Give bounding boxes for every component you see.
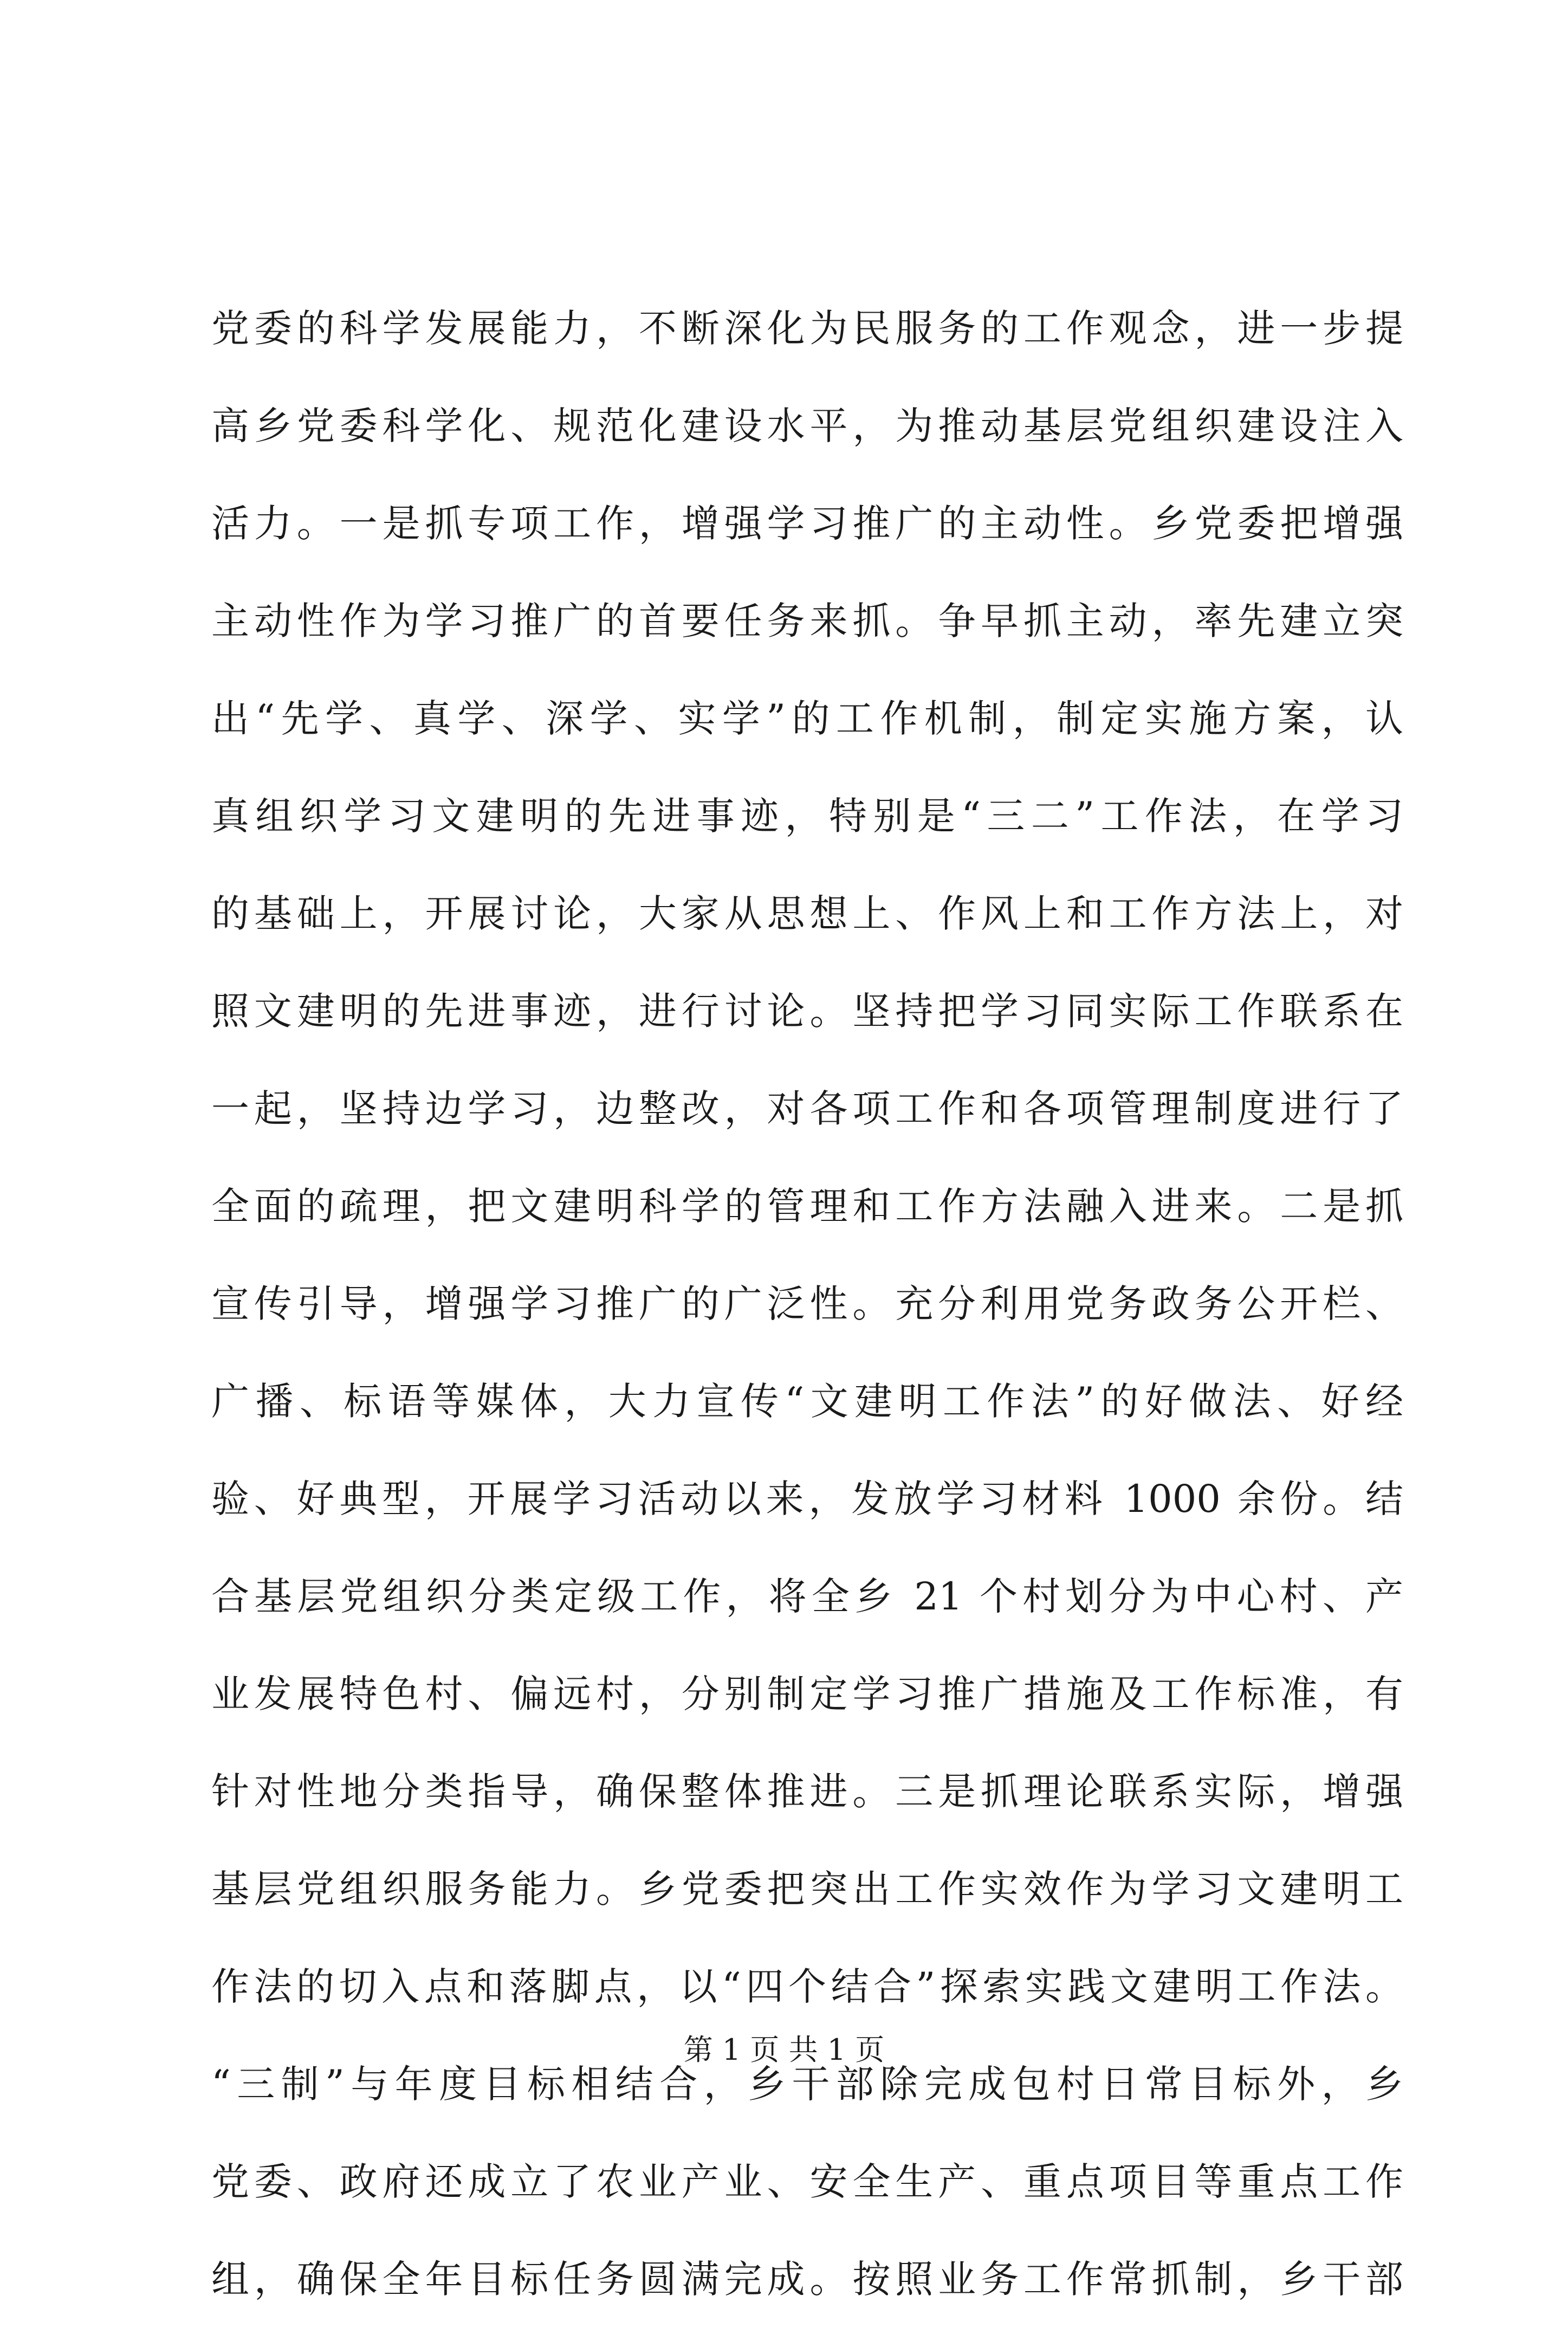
text-line: 活力。一是抓专项工作，增强学习推广的主动性。乡党委把增强 [211, 501, 1403, 546]
page-footer: 第 1 页 共 1 页 [683, 2033, 885, 2067]
text-line: 党委的科学发展能力，不断深化为民服务的工作观念，进一步提 [211, 306, 1403, 351]
text-line: 业发展特色村、偏远村，分别制定学习推广措施及工作标准，有 [211, 1672, 1403, 1716]
text-line: 主动性作为学习推广的首要任务来抓。争早抓主动，率先建立突 [211, 599, 1403, 643]
text-line: 照文建明的先进事迹，进行讨论。坚持把学习同实际工作联系在 [211, 989, 1403, 1033]
text-line: 的基础上，开展讨论，大家从思想上、作风上和工作方法上，对 [211, 891, 1403, 936]
text-line: 一起，坚持边学习，边整改，对各项工作和各项管理制度进行了 [211, 1087, 1403, 1131]
text-line: 验、好典型，开展学习活动以来，发放学习材料 1000 余份。结 [211, 1477, 1403, 1521]
text-line: 党委、政府还成立了农业产业、安全生产、重点项目等重点工作 [211, 2159, 1403, 2204]
text-line: 真组织学习文建明的先进事迹，特别是“三二”工作法，在学习 [211, 794, 1403, 838]
text-line: 出“先学、真学、深学、实学”的工作机制，制定实施方案，认 [211, 696, 1403, 741]
body-paragraph [211, 280, 1403, 2328]
text-line: 全面的疏理，把文建明科学的管理和工作方法融入进来。二是抓 [211, 1184, 1403, 1228]
text-line: “三制”与年度目标相结合，乡干部除完成包村日常目标外，乡 [211, 2062, 1403, 2106]
text-line: 针对性地分类指导，确保整体推进。三是抓理论联系实际，增强 [211, 1769, 1403, 1814]
text-line: 宣传引导，增强学习推广的广泛性。充分利用党务政务公开栏、 [211, 1282, 1403, 1326]
text-line: 合基层党组织分类定级工作，将全乡 21 个村划分为中心村、产 [211, 1574, 1403, 1619]
text-line: 作法的切入点和落脚点，以“四个结合”探索实践文建明工作法。 [211, 1964, 1403, 2009]
text-line: 基层党组织服务能力。乡党委把突出工作实效作为学习文建明工 [211, 1867, 1403, 1911]
text-line: 组，确保全年目标任务圆满完成。按照业务工作常抓制，乡干部 [211, 2257, 1403, 2301]
text-line: 广播、标语等媒体，大力宣传“文建明工作法”的好做法、好经 [211, 1379, 1403, 1424]
text-line: 高乡党委科学化、规范化建设水平，为推动基层党组织建设注入 [211, 404, 1403, 448]
